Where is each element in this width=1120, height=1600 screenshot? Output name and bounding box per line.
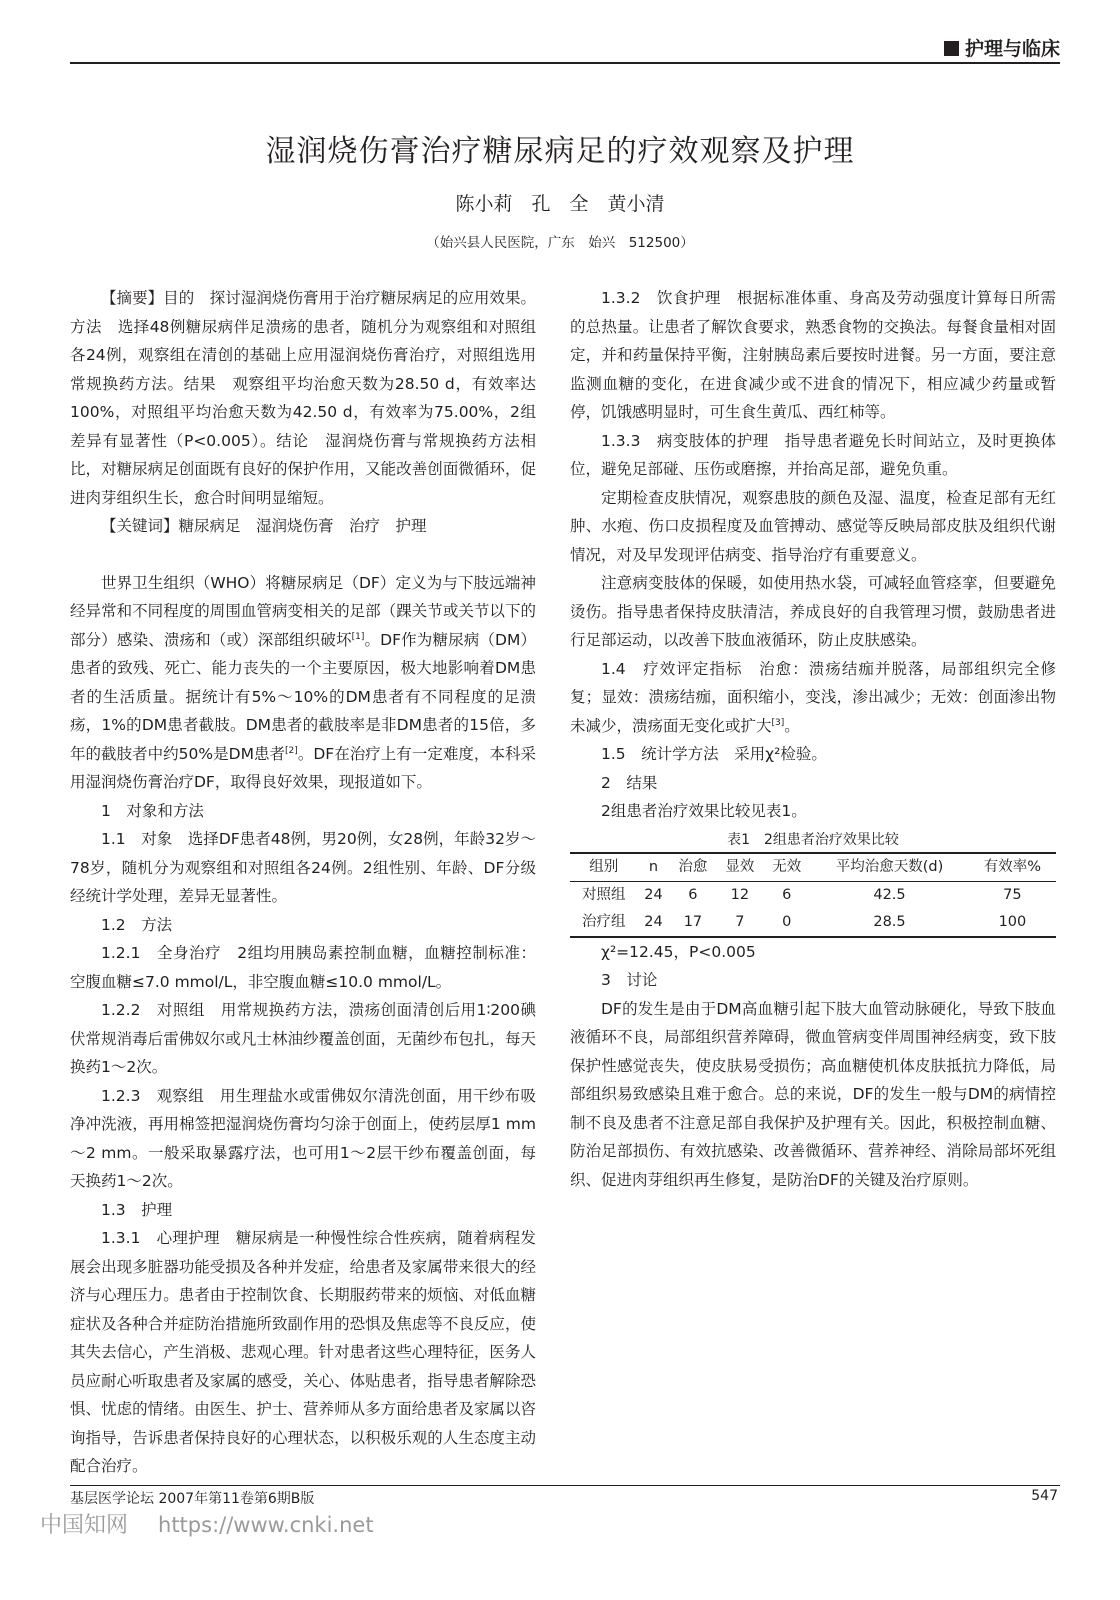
abstract-label: 【摘要】: [101, 289, 164, 307]
article-authors: 陈小莉 孔 全 黄小清: [455, 193, 665, 215]
table-cell: 6: [688, 886, 698, 903]
table-header-cell: 有效率%: [983, 858, 1042, 875]
table-cell: 24: [644, 886, 663, 903]
table-caption: 表1 2组患者治疗效果比较: [727, 831, 899, 848]
section-heading-discussion: 3 讨论: [601, 971, 658, 989]
header-rule: [70, 62, 1060, 64]
keywords: [70, 512, 536, 541]
citation-2: [2]: [285, 745, 298, 756]
page-number: 547: [1031, 1488, 1058, 1504]
section-heading-nursing: 1.3 护理: [101, 1200, 173, 1219]
paragraph-psychological-nursing: 1.3.1 心理护理 糖尿病是一种慢性综合性疾病，随着病程发展会出现多脏器功能受损及各种并发症，给患者及家属带来很大的经济与心理压力。患者由于控制饮食、长期服药带来的烦恼、对低血糖症状及各种合并症防治措施所致副作用的恐惧及焦虑等不良反应，使其失去信心，产生消极、悲观心理。针对患者这些心理特征，医务人员应耐心听取患者及家属的感受，关心、体贴患者，指导患者解除恐惧、忧虑的情绪。由医生、护士、营养师从多方面给患者及家属以咨询指导，告诉患者保持良好的心理状态，以积极乐观的人生态度主动配合治疗。: [70, 1229, 536, 1475]
citation-3: [3]: [771, 717, 785, 728]
article-affiliation: （始兴县人民医院，广东 始兴 512500）: [426, 235, 694, 251]
keywords-text: 糖尿病足 湿润烧伤膏 治疗 护理: [178, 517, 427, 535]
table-cell: 12: [730, 886, 750, 903]
table-header-cell: n: [648, 858, 659, 875]
footer-rule: [70, 1485, 1060, 1486]
table-statistic: χ²=12.45，P<0.005: [601, 942, 756, 961]
evaluation-text: 1.4 疗效评定指标 治愈：溃疡结痂并脱落，局部组织完全修复；显效：溃疡结痂，面积缩小，变浅，渗出减少；无效：创面渗出物未减少，溃疡面无变化或扩大: [570, 659, 1056, 735]
table-row: [570, 909, 1056, 937]
article-title: 湿润烧伤膏治疗糖尿病足的疗效观察及护理: [265, 134, 855, 169]
table-cell: 治疗组: [582, 913, 626, 930]
paragraph-systemic-treatment: 1.2.1 全身治疗 2组均用胰岛素控制血糖，血糖控制标准：空腹血糖≤7.0 mmol/L，非空腹血糖≤10.0 mmol/L。: [70, 944, 536, 991]
watermark: [40, 1508, 374, 1539]
abstract: [70, 284, 536, 512]
table-cell: 17: [683, 913, 703, 930]
paragraph-control-group: 1.2.2 对照组 用常规换药方法，溃疡创面清创后用1∶200碘伏常规消毒后雷佛奴尔或凡士林油纱覆盖创面，无菌纱布包扎，每天换药1～2次。: [70, 1001, 536, 1076]
section-heading-results: 2 结果: [601, 773, 658, 792]
table-row: [570, 881, 1056, 909]
table-cell: 对照组: [582, 886, 626, 903]
square-bullet-icon: [944, 41, 959, 56]
section-heading-methods: 1 对象和方法: [101, 801, 204, 820]
paragraph-statistics: 1.5 统计学方法 采用χ²检验。: [601, 745, 827, 763]
section-tag: [944, 34, 1060, 61]
intro-text-b: 。DF作为糖尿病（DM）患者的致残、死亡、能力丧失的一个主要原因，极大地影响着DM患者的生活质量。据统计有5%～10%的DM患者有不同程度的足溃疡，1%的DM患者截肢。DM患者的截肢率是非DM患者的15倍，多年的截肢者中约50%是DM患者: [70, 630, 536, 763]
table-header-cell: 显效: [725, 858, 755, 875]
results-table: [570, 852, 1056, 938]
paragraph-observation-group: 1.2.3 观察组 用生理盐水或雷佛奴尔清洗创面，用干纱布吸净冲洗液，再用棉签把湿润烧伤膏均匀涂于创面上，使药层厚1 mm～2 mm。一般采取暴露疗法，也可用1～2层干纱布覆盖创面，每天换药1～2次。: [70, 1086, 536, 1190]
paragraph-limb-nursing: 1.3.3 病变肢体的护理 指导患者避免长时间站立，及时更换体位，避免足部碰、压伤或磨擦，并抬高足部，避免负重。: [570, 431, 1056, 478]
keywords-label: 【关键词】: [101, 517, 179, 535]
intro-text-a: 世界卫生组织（WHO）将糖尿病足（DF）定义为与下肢远端神经异常和不同程度的周围血管病变相关的足部（踝关节或关节以下的部分）感染、溃疡和（或）深部组织破坏: [70, 573, 536, 649]
right-column-content: [570, 284, 1056, 1194]
paragraph-subjects: 1.1 对象 选择DF患者48例，男20例，女28例，年龄32岁～78岁，随机分为观察组和对照组各24例。2组性别、年龄、DF分级经统计学处理，差异无显著性。: [70, 830, 536, 905]
paragraph-results: 2组患者治疗效果比较见表1。: [601, 802, 807, 820]
intro-text-c: 。DF在治疗上有一定难度，本科采用湿润烧伤膏治疗DF，取得良好效果，现报道如下。: [70, 744, 536, 791]
paragraph-diet-nursing: 1.3.2 饮食护理 根据标准体重、身高及劳动强度计算每日所需的总热量。让患者了解饮食要求，熟悉食物的交换法。每餐食量相对固定，并和药量保持平衡，注射胰岛素后要按时进餐。另一方面，要注意监测血糖的变化，在进食减少或不进食的情况下，相应减少药量或暂停，饥饿感明显时，可生食生黄瓜、西红柿等。: [570, 289, 1056, 421]
table-header-cell: 平均治愈天数(d): [835, 858, 944, 875]
table-cell: 75: [1003, 886, 1022, 903]
watermark-logo-text: 中国知网: [40, 1513, 129, 1538]
table-cell: 7: [735, 913, 745, 930]
abstract-text: 目的 探讨湿润烧伤膏用于治疗糖尿病足的应用效果。方法 选择48例糖尿病伴足溃疡的患者，随机分为观察组和对照组各24例，观察组在清创的基础上应用湿润烧伤膏治疗，对照组选用常规换药方法。结果 观察组平均治愈天数为28.50 d，有效率达100%，对照组平均治愈天数为42.50 d，有效率为75.00%，2组差异有显著性（P<0.005）。结论 湿润烧伤膏与常规换药方法相比，对糖尿病足创面既有良好的保护作用，又能改善创面微循环，促进肉芽组织生长，愈合时间明显缩短。: [70, 289, 536, 507]
table-header-cell: 治愈: [678, 858, 708, 875]
table-cell: 100: [998, 913, 1027, 930]
intro-paragraph: [70, 569, 536, 797]
table-cell: 28.5: [873, 913, 906, 930]
left-column: [70, 284, 536, 1481]
footer-journal: 基层医学论坛 2007年第11卷第6期B版: [70, 1491, 315, 1507]
paragraph-discussion: DF的发生是由于DM高血糖引起下肢大血管动脉硬化，导致下肢血液循环不良，局部组织营养障碍，微血管病变伴周围神经病变，致下肢保护性感觉丧失，使皮肤易受损伤；高血糖使机体皮肤抵抗力降低，局部组织易致感染且难于愈合。总的来说，DF的发生一般与DM的病情控制不良及患者不注意足部自我保护及护理有关。因此，积极控制血糖、防治足部损伤、有效抗感染、改善微循环、营养神经、消除局部坏死组织、促进肉芽组织再生修复，是防治DF的关键及治疗原则。: [570, 999, 1056, 1189]
watermark-url: https://www.cnki.net: [158, 1513, 374, 1537]
table-header-cell: 无效: [772, 858, 802, 875]
table-cell: 6: [782, 886, 792, 903]
evaluation-end: 。: [784, 716, 800, 735]
section-heading-method: 1.2 方法: [101, 915, 173, 934]
paragraph-evaluation: [570, 655, 1056, 741]
paragraph-skin-check: 定期检查皮肤情况，观察患肢的颜色及湿、温度，检查足部有无红肿、水疱、伤口皮损程度及血管搏动、感觉等反映局部皮肤及组织代谢情况，对及早发现评估病变、指导治疗有重要意义。: [570, 488, 1056, 564]
table-cell: 24: [644, 913, 663, 930]
citation-1: [1]: [351, 631, 365, 642]
table-cell: 42.5: [873, 886, 906, 903]
paragraph-warmth: 注意病变肢体的保暖，如使用热水袋，可减轻血管痉挛，但要避免烫伤。指导患者保持皮肤清洁，养成良好的自我管理习惯，鼓励患者进行足部运动，以改善下肢血液循环，防止皮肤感染。: [570, 574, 1056, 649]
section-name: 护理与临床: [964, 38, 1060, 60]
table-cell: 0: [782, 913, 792, 930]
table-header-row: [570, 853, 1056, 882]
table-header-cell: 组别: [589, 858, 619, 875]
spacer: [70, 541, 536, 569]
